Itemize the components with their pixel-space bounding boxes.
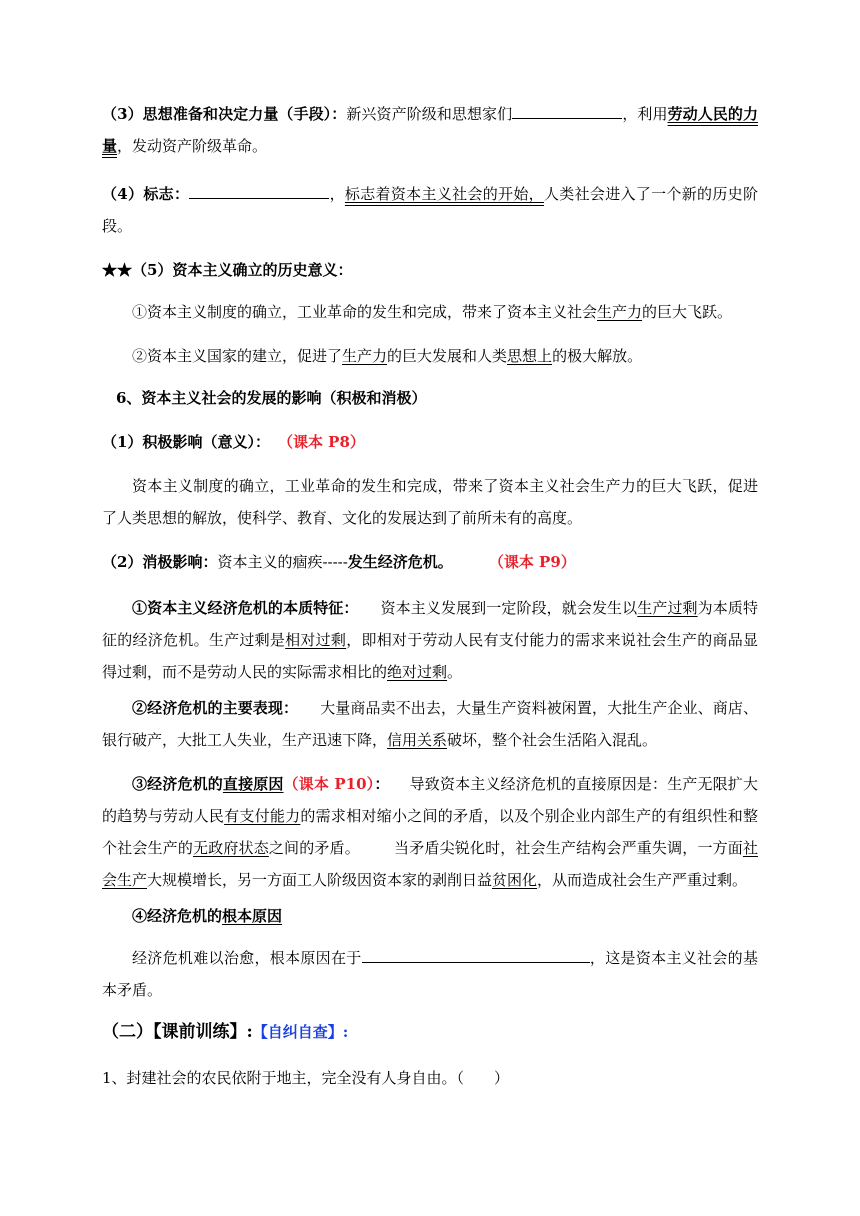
- section-6-positive-label: （1）积极影响（意义）： （课本 P8）: [102, 433, 365, 451]
- section-6-title: 6、资本主义社会的发展的影响（积极和消极）: [116, 389, 427, 407]
- section-5-item-1: ①资本主义制度的确立，工业革命的发生和完成，带来了资本主义社会生产力的巨大飞跃。: [132, 303, 733, 321]
- textbook-reference: （课本 P9）: [488, 553, 576, 571]
- textbook-reference: （课本 P8）: [277, 433, 365, 451]
- section-3-paragraph: （3）思想准备和决定力量（手段）：新兴资产阶级和思想家们 ，利用劳动人民的力量，发动资产阶级革命。: [102, 98, 758, 162]
- fill-blank: [189, 180, 329, 199]
- crisis-essence-paragraph: ①资本主义经济危机的本质特征： 资本主义发展到一定阶段，就会发生以生产过剩为本质特征的经济危机。生产过剩是相对过剩，即相对于劳动人民有支付能力的需求来说社会生产的商品显得过剩，而不是劳动人民的实际需求相比的绝对过剩。: [102, 599, 758, 681]
- section-3-label: （3）思想准备和决定力量（手段）：: [102, 105, 347, 123]
- textbook-reference: （课本 P10）: [283, 775, 375, 793]
- fill-blank: [362, 944, 590, 963]
- section-6-positive-body: 资本主义制度的确立，工业革命的发生和完成，带来了资本主义社会生产力的巨大飞跃，促进了人类思想的解放，使科学、教育、文化的发展达到了前所未有的高度。: [102, 477, 758, 527]
- crisis-root-cause-body: 经济危机难以治愈，根本原因在于 ，这是资本主义社会的基本矛盾。: [102, 942, 758, 1006]
- section-6-negative-label: （2）消极影响：资本主义的痼疾-----发生经济危机。 （课本 P9）: [102, 553, 576, 571]
- section-4-label: （4）标志：: [102, 185, 190, 203]
- practice-heading: （二）【课前训练】:【自纠自查】:: [102, 1022, 349, 1042]
- fill-blank: [512, 100, 622, 119]
- section-4-paragraph: （4）标志： ，标志着资本主义社会的开始，人类社会进入了一个新的历史阶段。: [102, 178, 758, 242]
- question-1: 1、封建社会的农民依附于地主，完全没有人身自由。（ ）: [102, 1069, 510, 1087]
- crisis-direct-cause-paragraph: ③经济危机的直接原因（课本 P10）： 导致资本主义经济危机的直接原因是：生产无限扩大的趋势与劳动人民有支付能力的需求相对缩小之间的矛盾，以及个别企业内部生产的有组织性和整个社会生产的无政府状态之间的矛盾。 当矛盾尖锐化时，社会生产结构会严重失调，一方面社会生产大规模增长，另一方面工人阶级因资本家的剥削日益贫困化，从而造成社会生产严重过剩。: [102, 775, 758, 889]
- crisis-manifestation-paragraph: ②经济危机的主要表现： 大量商品卖不出去，大量生产资料被闲置，大批生产企业、商店、银行破产，大批工人失业，生产迅速下降，信用关系破坏，整个社会生活陷入混乱。: [102, 699, 758, 749]
- section-5-item-2: ②资本主义国家的建立，促进了生产力的巨大发展和人类思想上的极大解放。: [132, 347, 643, 365]
- section-5-title: ★★（5）资本主义确立的历史意义：: [102, 261, 353, 279]
- self-check-label: 【自纠自查】:: [252, 1023, 349, 1041]
- crisis-root-cause-label: ④经济危机的根本原因: [132, 907, 283, 925]
